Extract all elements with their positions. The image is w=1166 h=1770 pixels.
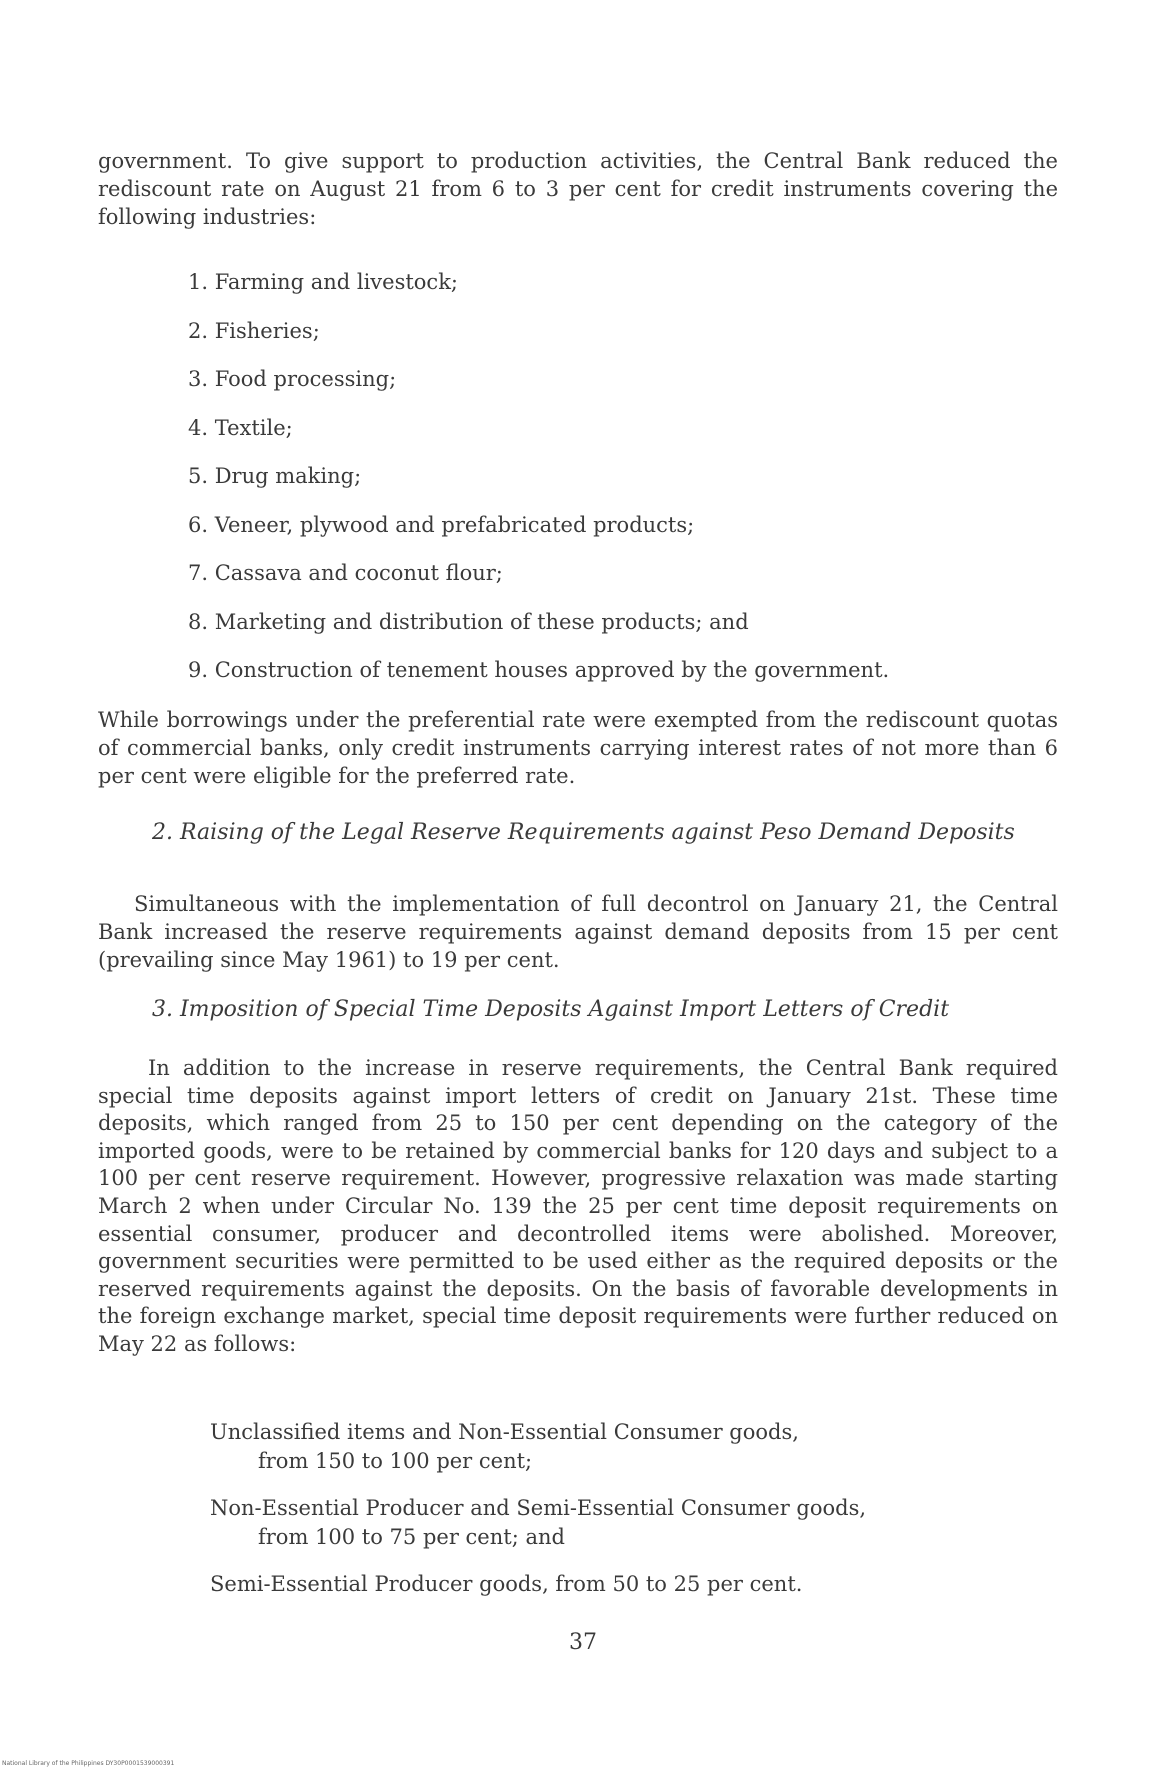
list-item [210,1418,970,1476]
list-item: 8. Marketing and distribution of these products; and [188,609,749,634]
reduction-change: from 150 to 100 per cent; [258,1449,533,1473]
list-item: 1. Farming and livestock; [188,270,458,294]
reduction-category: Non-Essential Producer and Semi-Essential Consumer goods, [210,1496,867,1520]
reduction-category: Semi-Essential Producer goods, from 50 to 25 per cent. [210,1572,803,1596]
list-item: 2. Fisheries; [188,318,320,343]
reduction-category: Unclassified items and Non-Essential Consumer goods, [210,1420,799,1444]
list-item: 4. Textile; [188,415,293,440]
list-item [210,1570,970,1599]
list-item: 9. Construction of tenement houses approved by the government. [188,658,890,682]
list-item: 3. Food processing; [188,367,397,391]
section-3-heading: 3. Imposition of Special Time Deposits Against Import Letters of Credit [152,997,950,1022]
list-item: 6. Veneer, plywood and prefabricated products; [188,512,695,537]
intro-paragraph: government. To give support to production activities, the Central Bank reduced the rediscount rate on August 21 from 6 to 3 per cent for credit instruments covering the following industries: [98,149,1058,229]
list-item [210,1494,970,1552]
borrowings-paragraph: While borrowings under the preferential rate were exempted from the rediscount quotas of commercial banks, only credit instruments carrying interest rates of not more than 6 per cent were eligible for the preferred rate. [98,708,1058,788]
reduction-change: from 100 to 75 per cent; and [258,1525,565,1549]
section-2-paragraph: Simultaneous with the implementation of full decontrol on January 21, the Central Bank increased the reserve requirements against demand deposits from 15 per cent (prevailing since May 1961) to 19 per cent. [98,892,1058,972]
section-3-paragraph: In addition to the increase in reserve requirements, the Central Bank required special time deposits against import letters of credit on January 21st. These time deposits, which ranged from 25 to 150 per cent depending on the category of the imported goods, were to be retained by commercial banks for 120 days and subject to a 100 per cent reserve requirement. However, progressive relaxation was made starting March 2 when under Circular No. 139 the 25 per cent time deposit requirements on essential consumer, producer and decontrolled items were abolished. Moreover, government securities were permitted to be used either as the required deposits or the reserved requirements against the deposits. On the basis of favorable developments in the foreign exchange market, special time deposit requirements were further reduced on May 22 as follows: [98,1056,1058,1356]
list-item: 5. Drug making; [188,464,362,488]
industry-list [188,268,1048,705]
footer-note: National Library of the Philippines DY30P0001539000391 [2,1760,175,1767]
page-number: 37 [569,1630,597,1655]
reductions-list [210,1418,970,1617]
list-item: 7. Cassava and coconut flour; [188,561,503,585]
section-2-heading: 2. Raising of the Legal Reserve Requirements against Peso Demand Deposits [152,820,1015,845]
